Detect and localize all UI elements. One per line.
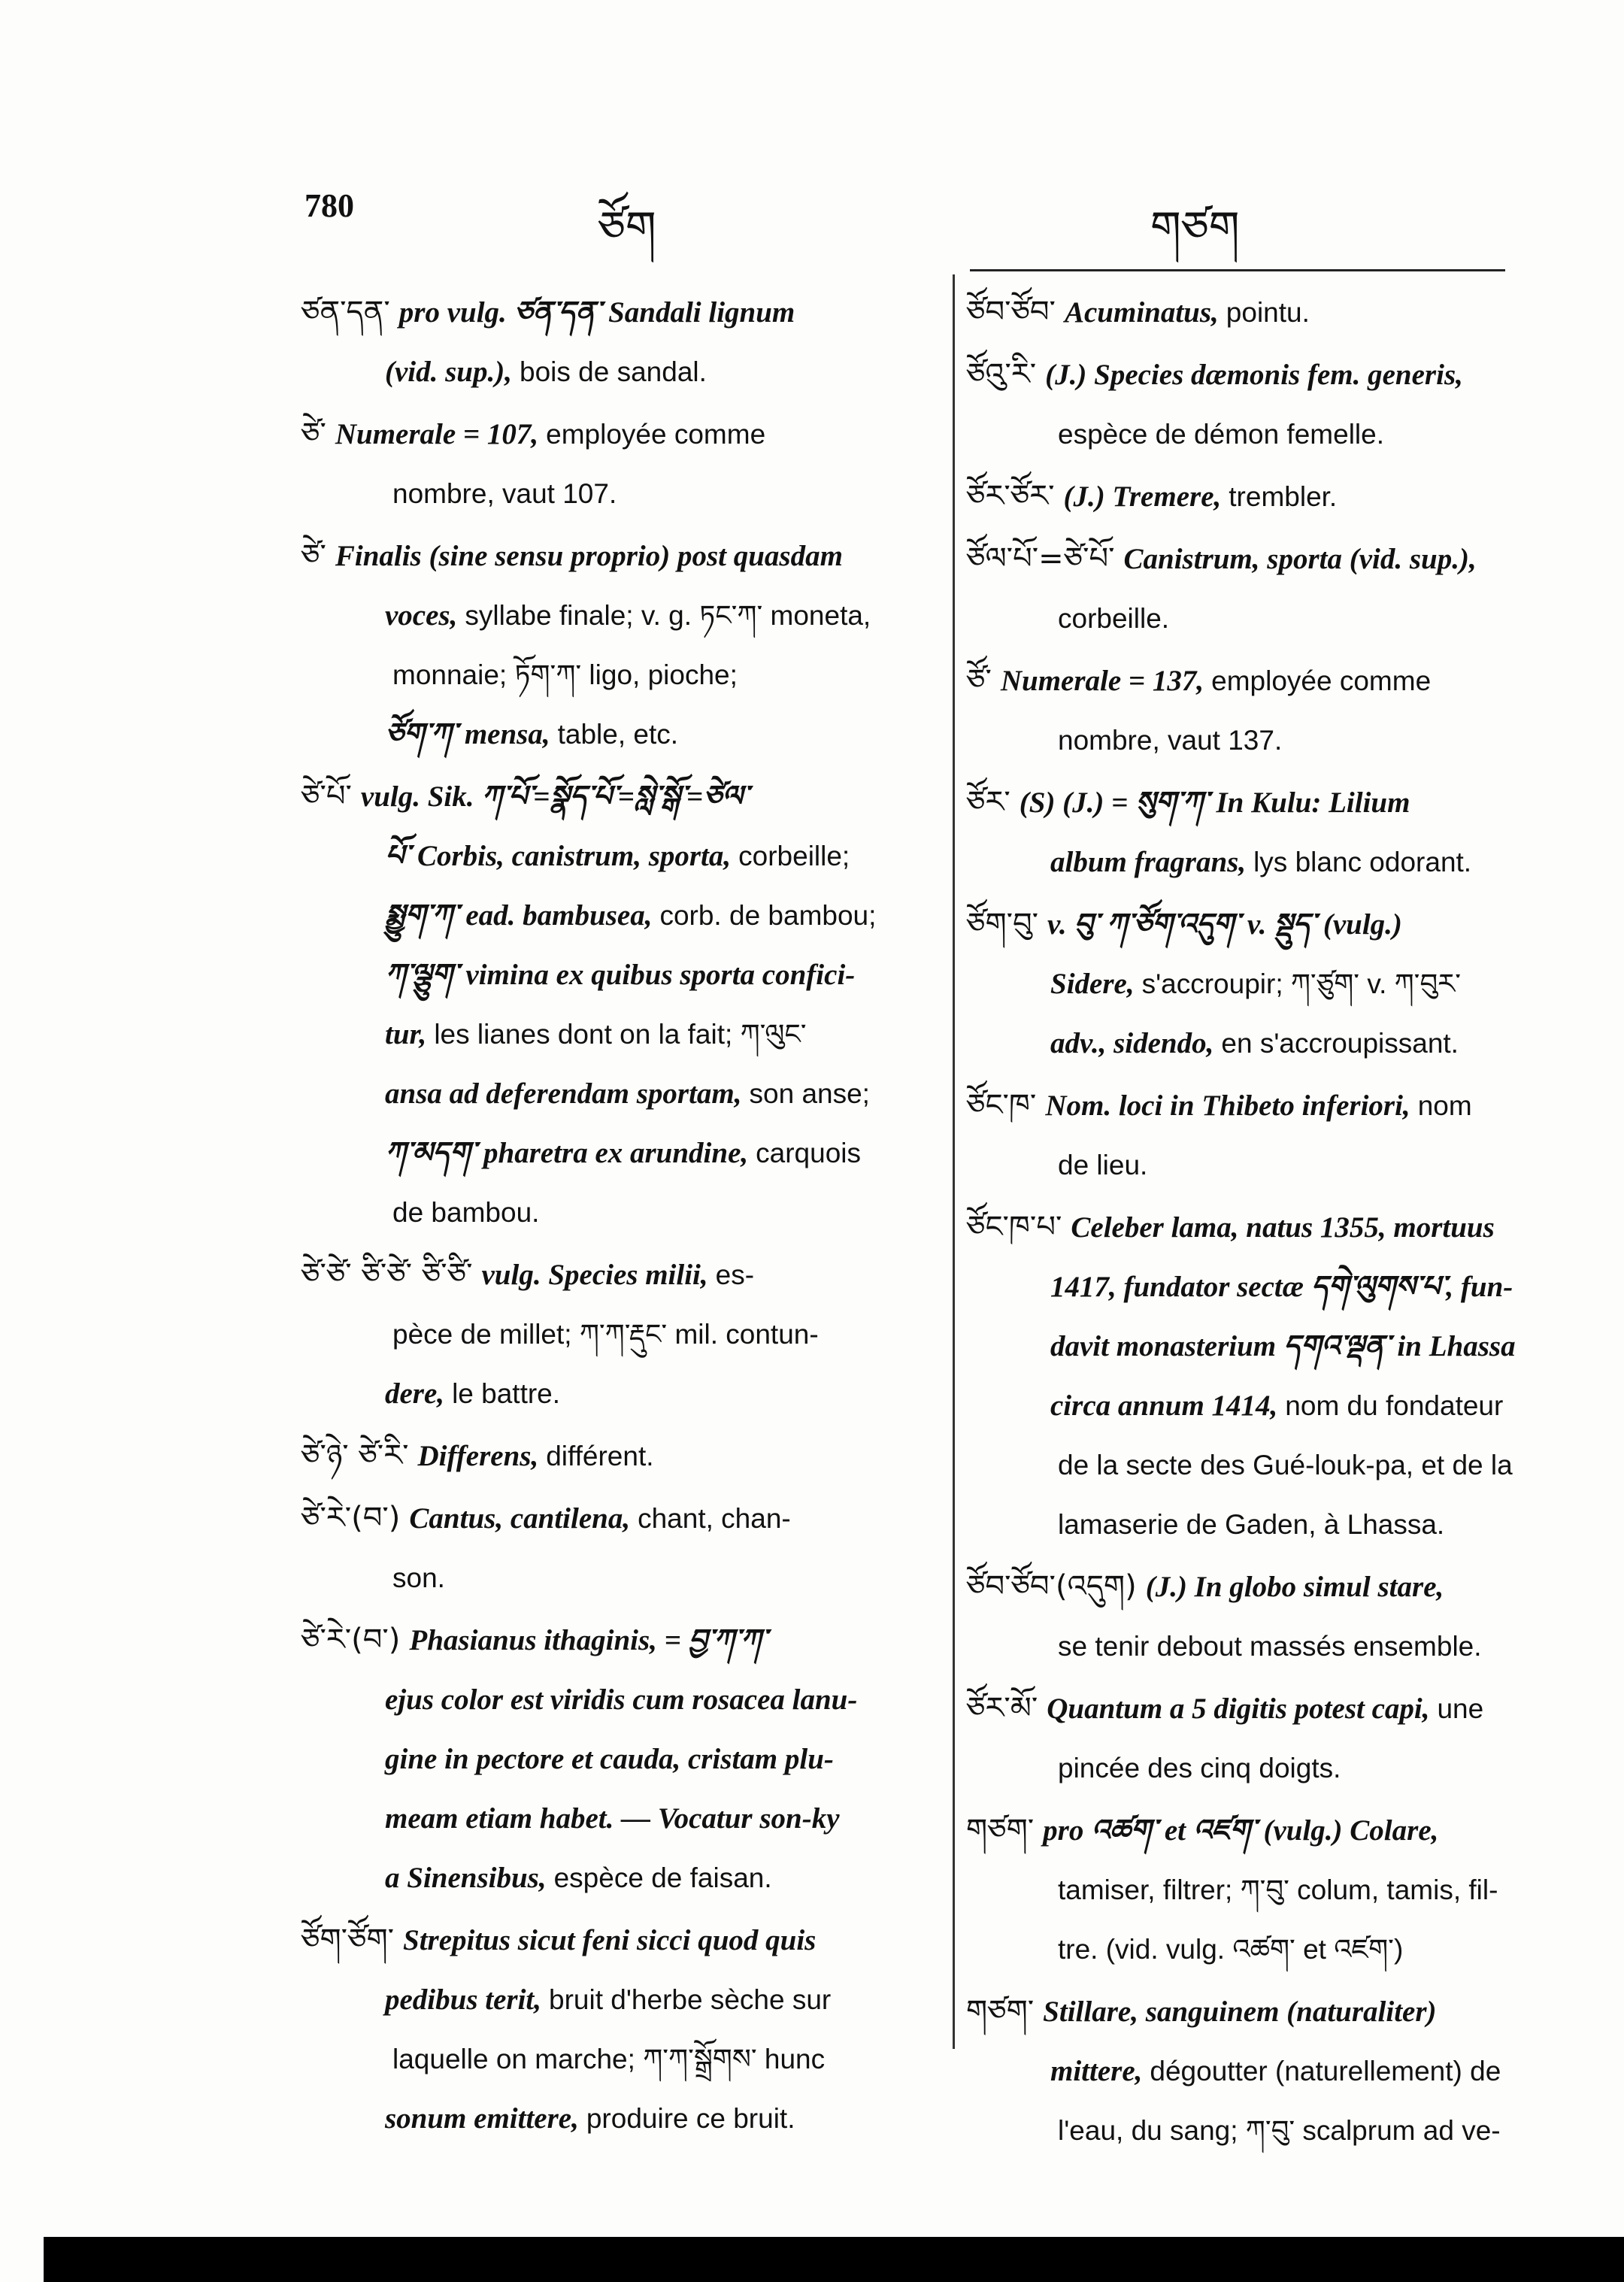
entry-line [301, 526, 925, 586]
entry-line [966, 651, 1568, 711]
french-gloss: pincée des cinq doigts. [1058, 1753, 1341, 1783]
entry-line [966, 1317, 1568, 1376]
latin-gloss: tur, [385, 1018, 427, 1050]
latin-gloss: Acuminatus, [1064, 296, 1219, 329]
page-number: 780 [304, 187, 354, 224]
running-headword-right: གཙག [1150, 202, 1240, 253]
tibetan-text: ཙན་དན་ [301, 295, 390, 329]
french-gloss: en s'accroupissant. [1221, 1028, 1459, 1059]
french-gloss: trembler. [1229, 481, 1338, 512]
column-divider [953, 274, 955, 2049]
entry-line [301, 464, 925, 523]
entry-line [966, 283, 1568, 342]
latin-gloss: Canistrum, sporta (vid. sup.), [1123, 543, 1477, 575]
latin-gloss: སྨྱུག་ཀ་ ead. bambusea, [385, 899, 653, 932]
entry-line [301, 767, 925, 826]
dictionary-entry [966, 1557, 1568, 1676]
entry-line [966, 1679, 1568, 1738]
dictionary-entry [301, 1426, 925, 1486]
entry-line [301, 1364, 925, 1423]
entry-line [301, 1005, 925, 1064]
latin-gloss: voces, [385, 599, 458, 632]
latin-gloss: ཀ་ལྕུག་ vimina ex quibus sporta confici- [385, 959, 856, 991]
entry-line [301, 645, 925, 705]
french-gloss: lys blanc odorant. [1253, 847, 1472, 877]
dictionary-entry [966, 345, 1568, 464]
latin-gloss: dere, [385, 1377, 445, 1410]
entry-line [966, 1495, 1568, 1554]
entry-line [966, 832, 1568, 892]
latin-gloss: Stillare, sanguinem (naturaliter) [1043, 1996, 1437, 2028]
page-header [0, 179, 1624, 253]
french-gloss: espèce de démon femelle. [1058, 419, 1384, 450]
entry-line [966, 773, 1568, 832]
entry-line [966, 1135, 1568, 1195]
entry-line [966, 711, 1568, 770]
entry-line [966, 1982, 1568, 2041]
latin-gloss: pedibus terit, [385, 1983, 542, 2016]
scan-footer-bar [44, 2237, 1624, 2282]
dictionary-entry [301, 1611, 925, 1908]
header-rule [970, 269, 1505, 271]
french-gloss: le battre. [452, 1378, 561, 1409]
entry-line [301, 705, 925, 764]
french-gloss: nom [1417, 1090, 1472, 1121]
entry-line [966, 1557, 1568, 1617]
tibetan-text: ཙེ་ཙེ་ ཙི་ཙེ་ ཙི་ཙི་ [301, 1257, 473, 1292]
latin-gloss: པོ་ Corbis, canistrum, sporta, [385, 840, 732, 872]
french-gloss: se tenir debout massés ensemble. [1058, 1631, 1482, 1662]
dictionary-entry [966, 895, 1568, 1073]
french-gloss: de lieu. [1058, 1150, 1148, 1180]
french-gloss: employée comme [546, 419, 766, 450]
tibetan-text: ཙོའུ་རི་ [966, 357, 1037, 392]
latin-gloss: Celeber lama, natus 1355, mortuus [1071, 1211, 1495, 1244]
running-headword-left: ཙོག [598, 202, 656, 253]
tibetan-text: ཙེ་ཉེ་ ཙེ་རི་ [301, 1438, 409, 1473]
latin-gloss: (S) (J.) = སུག་ཀ་ In Kulu: Lilium [1019, 786, 1410, 819]
dictionary-entry [301, 405, 925, 523]
tibetan-text: གཙག་ [966, 1813, 1035, 1847]
dictionary-entry [966, 1982, 1568, 2160]
left-column [301, 283, 925, 2151]
latin-gloss: ansa ad deferendam sportam, [385, 1077, 742, 1110]
entry-line [301, 405, 925, 464]
french-gloss: lamaserie de Gaden, à Lhassa. [1058, 1509, 1445, 1540]
latin-gloss: mittere, [1050, 2055, 1143, 2087]
dictionary-entry [966, 1679, 1568, 1798]
entry-line [966, 467, 1568, 526]
entry-line [966, 2101, 1568, 2160]
french-gloss: s'accroupir; ཀ་ཙུག་ v. ཀ་བུར་ [1141, 968, 1461, 999]
tibetan-text: ཙོབ་ཙོབ་(འདུག) [966, 1569, 1137, 1604]
dictionary-entry [966, 529, 1568, 648]
latin-gloss: davit monasterium དགའ་ལྡན་ in Lhassa [1050, 1330, 1516, 1362]
entry-line [301, 945, 925, 1005]
entry-line [966, 1076, 1568, 1135]
latin-gloss: ཙོག་ཀ་ mensa, [385, 718, 550, 750]
entry-line [301, 1789, 925, 1848]
tibetan-text: ཙོར་ [966, 785, 1010, 820]
entry-line [301, 2089, 925, 2148]
dictionary-entry [966, 467, 1568, 526]
tibetan-text: ཙེ་པོ་ [301, 779, 352, 814]
latin-gloss: gine in pectore et cauda, cristam plu- [385, 1743, 834, 1775]
right-column [966, 283, 1568, 2163]
latin-gloss: Quantum a 5 digitis potest capi, [1047, 1693, 1430, 1725]
french-gloss: chant, chan- [638, 1503, 791, 1534]
entry-line [301, 1848, 925, 1908]
french-gloss: nombre, vaut 137. [1058, 725, 1283, 756]
entry-line [301, 1183, 925, 1242]
entry-line [966, 529, 1568, 589]
dictionary-entry [966, 773, 1568, 892]
latin-gloss: ཀ་མདག་ pharetra ex arundine, [385, 1137, 749, 1169]
latin-gloss: vulg. Sik. ཀ་པོ་=སྣོད་པོ་=སླེ་སྒོ་=ཙེལ་ [360, 780, 749, 813]
tibetan-text: ཙེ་རེ་(བ་) [301, 1501, 401, 1535]
tibetan-text: ཙོར་ཙོར་ [966, 479, 1055, 514]
french-gloss: l'eau, du sang; ཀ་བུ་ scalprum ad ve- [1058, 2115, 1501, 2146]
tibetan-text: ཙོབ་ཙོབ་ [966, 295, 1056, 329]
tibetan-text: ཙོར་མོ་ [966, 1691, 1038, 1726]
latin-gloss: Differens, [417, 1440, 539, 1472]
entry-line [966, 1738, 1568, 1798]
dictionary-entry [966, 1076, 1568, 1195]
latin-gloss: adv., sidendo, [1050, 1027, 1214, 1059]
tibetan-text: ཙེ་ [301, 417, 326, 451]
latin-gloss: 1417, fundator sectæ དགེ་ལུགས་པ་, fun- [1050, 1271, 1513, 1303]
tibetan-text: ཙེ་ [301, 538, 326, 573]
french-gloss: syllabe finale; v. g. ཏང་ཀ་ moneta, [465, 600, 871, 631]
latin-gloss: (J.) Species dæmonis fem. generis, [1045, 359, 1463, 391]
latin-gloss: (J.) In globo simul stare, [1145, 1571, 1444, 1603]
french-gloss: corb. de bambou; [659, 900, 877, 931]
entry-line [966, 954, 1568, 1014]
tibetan-text: ཙེ་རེ་(བ་) [301, 1623, 401, 1657]
entry-line [966, 345, 1568, 405]
french-gloss: bruit d'herbe sèche sur [549, 1984, 832, 2015]
french-gloss: différent. [546, 1441, 654, 1471]
entry-line [966, 405, 1568, 464]
entry-line [966, 1801, 1568, 1860]
french-gloss: tamiser, filtrer; ཀ་བུ་ colum, tamis, fil- [1058, 1874, 1498, 1905]
tibetan-text: ཙོལ་པོ་=ཙེ་པོ་ [966, 541, 1115, 576]
tibetan-text: ཙོག་བུ་ [966, 907, 1039, 941]
french-gloss: monnaie; ཏོག་ཀ་ ligo, pioche; [392, 659, 738, 690]
french-gloss: son anse; [749, 1078, 870, 1109]
latin-gloss: Phasianus ithaginis, = བྱ་ཀ་ཀ་ [409, 1624, 768, 1656]
dictionary-entry [966, 651, 1568, 770]
entry-line [301, 1729, 925, 1789]
entry-line [966, 1198, 1568, 1257]
dictionary-entry [301, 1245, 925, 1423]
latin-gloss: Numerale = 137, [1000, 665, 1204, 697]
dictionary-entry [966, 1801, 1568, 1979]
entry-line [966, 1376, 1568, 1435]
latin-gloss: a Sinensibus, [385, 1862, 547, 1894]
french-gloss: table, etc. [557, 719, 679, 750]
french-gloss: de la secte des Gué-louk-pa, et de la [1058, 1450, 1513, 1480]
latin-gloss: Cantus, cantilena, [409, 1502, 631, 1535]
entry-line [301, 342, 925, 402]
dictionary-entry [301, 283, 925, 402]
entry-line [301, 283, 925, 342]
french-gloss: son. [392, 1562, 445, 1593]
french-gloss: tre. (vid. vulg. འཚག་ et འཛག་) [1058, 1934, 1404, 1965]
latin-gloss: Sidere, [1050, 968, 1135, 1000]
french-gloss: produire ce bruit. [586, 2103, 795, 2134]
dictionary-entry [966, 1198, 1568, 1554]
entry-line [966, 1257, 1568, 1317]
french-gloss: laquelle on marche; ཀ་ཀ་སྒྲོགས་ hunc [392, 2044, 826, 2074]
entry-line [301, 826, 925, 886]
entry-line [966, 1435, 1568, 1495]
entry-line [301, 1426, 925, 1486]
entry-line [966, 2041, 1568, 2101]
entry-line [966, 589, 1568, 648]
latin-gloss: (J.) Tremere, [1063, 480, 1222, 513]
entry-line [301, 1245, 925, 1305]
latin-gloss: album fragrans, [1050, 846, 1247, 878]
dictionary-entry [301, 1911, 925, 2148]
latin-gloss: pro འཚག་ et འཛག་ (vulg.) Colare, [1043, 1814, 1439, 1847]
entry-line [966, 895, 1568, 954]
latin-gloss: Nom. loci in Thibeto inferiori, [1045, 1089, 1410, 1122]
french-gloss: nom du fondateur [1285, 1390, 1504, 1421]
french-gloss: pointu. [1226, 297, 1310, 328]
latin-gloss: Strepitus sicut feni sicci quod quis [403, 1924, 817, 1956]
entry-line [301, 1064, 925, 1123]
entry-line [966, 1860, 1568, 1920]
entry-line [966, 1617, 1568, 1676]
french-gloss: nombre, vaut 107. [392, 478, 617, 509]
tibetan-text: ཙོ་ [966, 663, 992, 698]
entry-line [301, 2029, 925, 2089]
latin-gloss: Finalis (sine sensu proprio) post quasdam [335, 540, 843, 572]
entry-line [301, 886, 925, 945]
dictionary-entry [301, 1489, 925, 1608]
latin-gloss: pro vulg. ཙན་དན་ Sandali lignum [398, 296, 795, 329]
entry-line [301, 586, 925, 645]
french-gloss: corbeille. [1058, 603, 1170, 634]
french-gloss: espèce de faisan. [553, 1862, 772, 1893]
entry-line [966, 1014, 1568, 1073]
latin-gloss: meam etiam habet. — Vocatur son-ky [385, 1802, 840, 1835]
french-gloss: es- [715, 1259, 755, 1290]
tibetan-text: ཙོང་ཁ་ [966, 1088, 1037, 1123]
french-gloss: bois de sandal. [520, 356, 707, 387]
french-gloss: carquois [756, 1138, 862, 1168]
french-gloss: dégoutter (naturellement) de [1150, 2056, 1501, 2087]
entry-line [301, 1611, 925, 1670]
entry-line [301, 1305, 925, 1364]
latin-gloss: ejus color est viridis cum rosacea lanu- [385, 1683, 858, 1716]
tibetan-text: ཙོག་ཙོག་ [301, 1923, 394, 1957]
latin-gloss: (vid. sup.), [385, 356, 512, 388]
latin-gloss: sonum emittere, [385, 2102, 579, 2135]
french-gloss: de bambou. [392, 1197, 540, 1228]
latin-gloss: vulg. Species milii, [481, 1259, 708, 1291]
french-gloss: corbeille; [738, 841, 850, 871]
latin-gloss: Numerale = 107, [335, 418, 539, 450]
tibetan-text: གཙག་ [966, 1994, 1035, 2029]
entry-line [301, 1911, 925, 1970]
entry-line [966, 1920, 1568, 1979]
tibetan-text: ཙོང་ཁ་པ་ [966, 1210, 1062, 1244]
dictionary-entry [301, 767, 925, 1242]
entry-line [301, 1548, 925, 1608]
french-gloss: pèce de millet; ཀ་ཀ་རྡུང་ mil. contun- [392, 1319, 819, 1350]
latin-gloss: circa annum 1414, [1050, 1390, 1278, 1422]
french-gloss: employée comme [1211, 665, 1432, 696]
dictionary-entry [966, 283, 1568, 342]
french-gloss: les lianes dont on la fait; ཀ་ལུང་ [434, 1019, 807, 1050]
latin-gloss: v. བུ་ ཀ་ཙོག་འདུག་ v. སྡུད་ (vulg.) [1047, 908, 1402, 941]
entry-line [301, 1970, 925, 2029]
dictionary-entry [301, 526, 925, 764]
french-gloss: une [1437, 1693, 1484, 1724]
entry-line [301, 1670, 925, 1729]
entry-line [301, 1123, 925, 1183]
entry-line [301, 1489, 925, 1548]
